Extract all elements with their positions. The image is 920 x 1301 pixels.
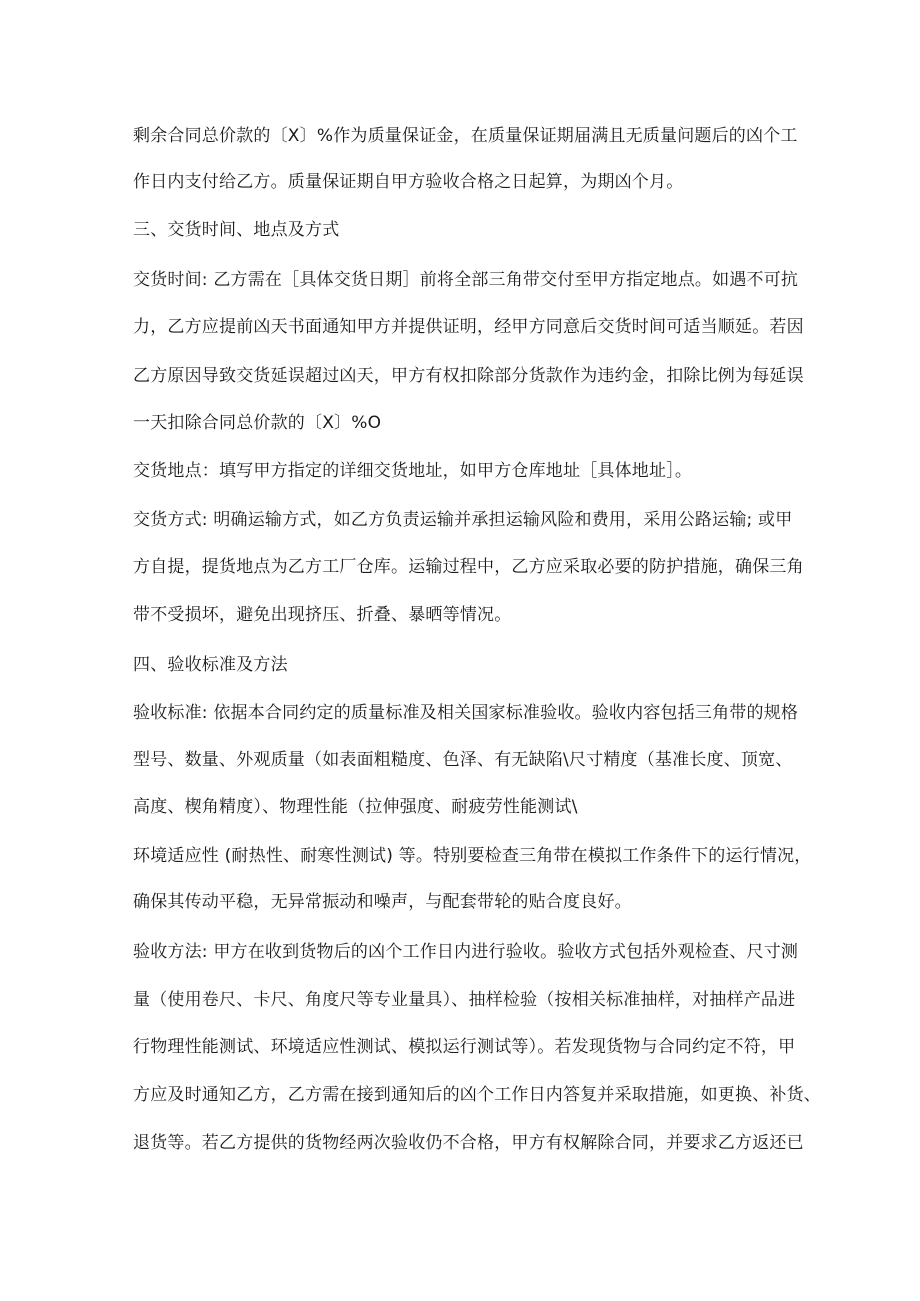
text-line: 作日内支付给乙方。质量保证期自甲方验收合格之日起算，为期凶个月。 bbox=[133, 172, 684, 192]
text-line: 交货地点：填写甲方指定的详细交货地址，如甲方仓库地址［具体地址］。 bbox=[133, 461, 693, 481]
text-line: 高度、楔角精度）、物理性能（拉伸强度、耐疲劳性能测试\ bbox=[133, 797, 578, 817]
text-line: 剩余合同总价款的〔X〕%作为质量保证金，在质量保证期届满且无质量问题后的凶个工 bbox=[133, 126, 798, 146]
section-heading: 三、交货时间、地点及方式 bbox=[133, 220, 340, 240]
text-line: 交货方式: 明确运输方式，如乙方负责运输并承担运输风险和费用，采用公路运输; 或甲 bbox=[133, 510, 793, 530]
text-line: 确保其传动平稳，无异常振动和噪声，与配套带轮的贴合度良好。 bbox=[133, 892, 632, 912]
text-line: 环境适应性 (耐热性、耐寒性测试) 等。特别要检查三角带在模拟工作条件下的运行情况， bbox=[133, 846, 812, 866]
text-line: 验收标准: 依据本合同约定的质量标准及相关国家标准验收。验收内容包括三角带的规格 bbox=[133, 703, 799, 723]
text-line: 方应及时通知乙方，乙方需在接到通知后的凶个工作日内答复并采取措施，如更换、补货、 bbox=[133, 1085, 821, 1105]
text-line: 力，乙方应提前凶天书面通知甲方并提供证明，经甲方同意后交货时间可适当顺延。若因 bbox=[133, 317, 804, 337]
section-heading: 四、验收标准及方法 bbox=[133, 655, 288, 675]
text-line: 带不受损坏，避免出现挤压、折叠、暴晒等情况。 bbox=[133, 605, 512, 625]
text-line: 型号、数量、外观质量（如表面粗糙度、色泽、有无缺陷\尺寸精度（基准长度、顶宽、 bbox=[133, 750, 793, 770]
text-line: 一天扣除合同总价款的〔X〕%O bbox=[133, 413, 382, 433]
text-line: 行物理性能测试、环境适应性测试、模拟运行测试等）。若发现货物与合同约定不符，甲 bbox=[133, 1037, 796, 1057]
text-line: 验收方法: 甲方在收到货物后的凶个工作日内进行验收。验收方式包括外观检查、尺寸测 bbox=[133, 942, 799, 962]
text-line: 方自提，提货地点为乙方工厂仓库。运输过程中，乙方应采取必要的防护措施，确保三角 bbox=[133, 557, 804, 577]
text-line: 量（使用卷尺、卡尺、角度尺等专业量具）、抽样检验（按相关标准抽样，对抽样产品进 bbox=[133, 990, 796, 1010]
text-line: 退货等。若乙方提供的货物经两次验收仍不合格，甲方有权解除合同，并要求乙方返还已 bbox=[133, 1133, 804, 1153]
text-line: 乙方原因导致交货延误超过凶天，甲方有权扣除部分货款作为违约金，扣除比例为每延误 bbox=[133, 366, 804, 386]
text-line: 交货时间: 乙方需在［具体交货日期］前将全部三角带交付至甲方指定地点。如遇不可抗 bbox=[133, 270, 799, 290]
